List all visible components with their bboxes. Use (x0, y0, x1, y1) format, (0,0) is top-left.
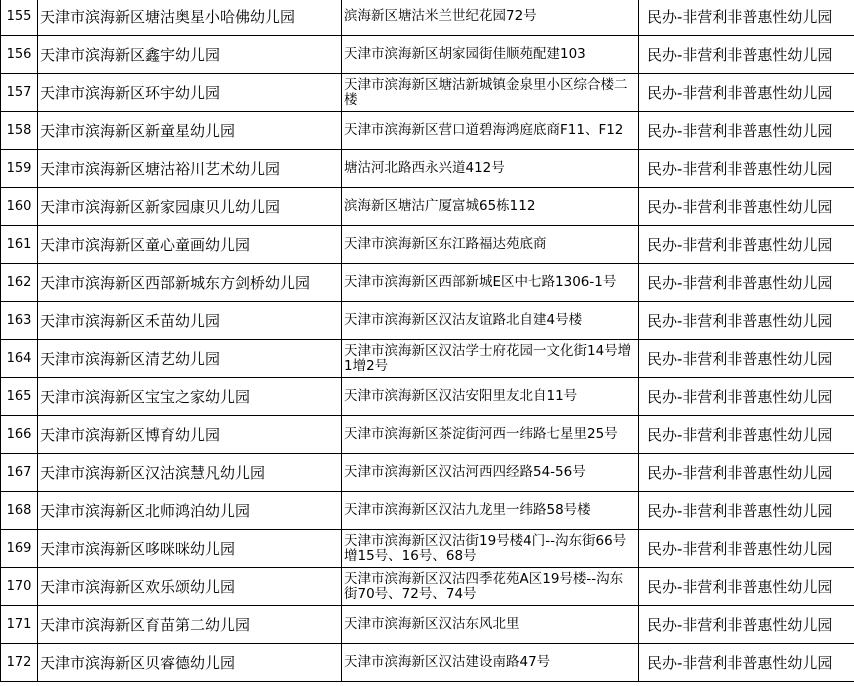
row-number-cell: 165 (1, 378, 38, 416)
kindergarten-name-cell: 天津市滨海新区贝睿德幼儿园 (38, 644, 342, 682)
kindergarten-name-cell: 天津市滨海新区博育幼儿园 (38, 416, 342, 454)
table-row (1, 378, 854, 416)
kindergarten-name-cell: 天津市滨海新区塘沽奥星小哈佛幼儿园 (38, 0, 342, 36)
kindergarten-name-cell: 天津市滨海新区塘沽裕川艺术幼儿园 (38, 150, 342, 188)
kindergarten-address-cell: 天津市滨海新区汉沽建设南路47号 (342, 644, 639, 682)
kindergarten-type-cell: 民办-非营利非普惠性幼儿园 (639, 36, 854, 74)
kindergarten-address-cell: 天津市滨海新区汉沽河西四经路54-56号 (342, 454, 639, 492)
table-row (1, 112, 854, 150)
row-number-cell: 163 (1, 302, 38, 340)
kindergarten-name-cell: 天津市滨海新区清艺幼儿园 (38, 340, 342, 378)
row-number-cell: 156 (1, 36, 38, 74)
row-number-cell: 164 (1, 340, 38, 378)
table-row (1, 530, 854, 568)
kindergarten-type-cell: 民办-非营利非普惠性幼儿园 (639, 302, 854, 340)
kindergarten-name-cell: 天津市滨海新区育苗第二幼儿园 (38, 606, 342, 644)
kindergarten-type-cell: 民办-非营利非普惠性幼儿园 (639, 454, 854, 492)
kindergarten-type-cell: 民办-非营利非普惠性幼儿园 (639, 492, 854, 530)
kindergarten-name-cell: 天津市滨海新区鑫宇幼儿园 (38, 36, 342, 74)
row-number-cell: 162 (1, 264, 38, 302)
kindergarten-address-cell: 天津市滨海新区营口道碧海鸿庭底商F11、F12 (342, 112, 639, 150)
row-number-cell: 161 (1, 226, 38, 264)
row-number-cell: 169 (1, 530, 38, 568)
table-row (1, 226, 854, 264)
kindergarten-address-cell: 天津市滨海新区汉沽东风北里 (342, 606, 639, 644)
kindergarten-name-cell: 天津市滨海新区哆咪咪幼儿园 (38, 530, 342, 568)
row-number-cell: 155 (1, 0, 38, 36)
row-number-cell: 170 (1, 568, 38, 606)
kindergarten-name-cell: 天津市滨海新区宝宝之家幼儿园 (38, 378, 342, 416)
kindergarten-address-cell: 天津市滨海新区塘沽新城镇金泉里小区综合楼二楼 (342, 74, 639, 112)
row-number-cell: 157 (1, 74, 38, 112)
kindergarten-address-cell: 天津市滨海新区东江路福达苑底商 (342, 226, 639, 264)
kindergarten-type-cell: 民办-非营利非普惠性幼儿园 (639, 112, 854, 150)
row-number-cell: 172 (1, 644, 38, 682)
table-row (1, 644, 854, 682)
kindergarten-name-cell: 天津市滨海新区北师鸿泊幼儿园 (38, 492, 342, 530)
kindergarten-name-cell: 天津市滨海新区新童星幼儿园 (38, 112, 342, 150)
table-row (1, 36, 854, 74)
kindergarten-type-cell: 民办-非营利非普惠性幼儿园 (639, 264, 854, 302)
table-row (1, 568, 854, 606)
kindergarten-type-cell: 民办-非营利非普惠性幼儿园 (639, 568, 854, 606)
kindergarten-type-cell: 民办-非营利非普惠性幼儿园 (639, 226, 854, 264)
kindergarten-type-cell: 民办-非营利非普惠性幼儿园 (639, 0, 854, 36)
row-number-cell: 171 (1, 606, 38, 644)
kindergarten-address-cell: 滨海新区塘沽广厦富城65栋112 (342, 188, 639, 226)
kindergarten-address-cell: 天津市滨海新区汉沽安阳里友北自11号 (342, 378, 639, 416)
table-body (1, 0, 854, 682)
table-row (1, 492, 854, 530)
kindergarten-type-cell: 民办-非营利非普惠性幼儿园 (639, 378, 854, 416)
table-row (1, 150, 854, 188)
kindergarten-address-cell: 天津市滨海新区胡家园街佳顺苑配建103 (342, 36, 639, 74)
kindergarten-type-cell: 民办-非营利非普惠性幼儿园 (639, 416, 854, 454)
table-row (1, 302, 854, 340)
kindergarten-name-cell: 天津市滨海新区禾苗幼儿园 (38, 302, 342, 340)
table-row (1, 454, 854, 492)
row-number-cell: 168 (1, 492, 38, 530)
row-number-cell: 159 (1, 150, 38, 188)
kindergarten-address-cell: 天津市滨海新区汉沽街19号楼4门--沟东街66号增15号、16号、68号 (342, 530, 639, 568)
kindergarten-type-cell: 民办-非营利非普惠性幼儿园 (639, 340, 854, 378)
table-row (1, 0, 854, 36)
table-row (1, 416, 854, 454)
row-number-cell: 167 (1, 454, 38, 492)
table-row (1, 340, 854, 378)
kindergarten-name-cell: 天津市滨海新区童心童画幼儿园 (38, 226, 342, 264)
table-row (1, 188, 854, 226)
kindergarten-address-cell: 天津市滨海新区汉沽友谊路北自建4号楼 (342, 302, 639, 340)
kindergarten-name-cell: 天津市滨海新区新家园康贝儿幼儿园 (38, 188, 342, 226)
kindergarten-type-cell: 民办-非营利非普惠性幼儿园 (639, 644, 854, 682)
table-row (1, 74, 854, 112)
kindergarten-name-cell: 天津市滨海新区汉沽滨慧凡幼儿园 (38, 454, 342, 492)
table-row (1, 264, 854, 302)
kindergarten-name-cell: 天津市滨海新区欢乐颂幼儿园 (38, 568, 342, 606)
kindergarten-type-cell: 民办-非营利非普惠性幼儿园 (639, 530, 854, 568)
kindergarten-address-cell: 塘沽河北路西永兴道412号 (342, 150, 639, 188)
kindergarten-type-cell: 民办-非营利非普惠性幼儿园 (639, 188, 854, 226)
kindergarten-address-cell: 天津市滨海新区汉沽九龙里一纬路58号楼 (342, 492, 639, 530)
row-number-cell: 166 (1, 416, 38, 454)
row-number-cell: 160 (1, 188, 38, 226)
kindergarten-address-cell: 滨海新区塘沽米兰世纪花园72号 (342, 0, 639, 36)
kindergarten-type-cell: 民办-非营利非普惠性幼儿园 (639, 606, 854, 644)
kindergarten-type-cell: 民办-非营利非普惠性幼儿园 (639, 150, 854, 188)
table-row (1, 606, 854, 644)
kindergarten-name-cell: 天津市滨海新区环宇幼儿园 (38, 74, 342, 112)
kindergarten-address-cell: 天津市滨海新区茶淀街河西一纬路七星里25号 (342, 416, 639, 454)
kindergarten-address-cell: 天津市滨海新区汉沽学士府花园一文化街14号增1增2号 (342, 340, 639, 378)
kindergarten-address-cell: 天津市滨海新区西部新城E区中七路1306-1号 (342, 264, 639, 302)
kindergarten-name-cell: 天津市滨海新区西部新城东方剑桥幼儿园 (38, 264, 342, 302)
kindergarten-type-cell: 民办-非营利非普惠性幼儿园 (639, 74, 854, 112)
row-number-cell: 158 (1, 112, 38, 150)
kindergarten-address-cell: 天津市滨海新区汉沽四季花苑A区19号楼--沟东街70号、72号、74号 (342, 568, 639, 606)
